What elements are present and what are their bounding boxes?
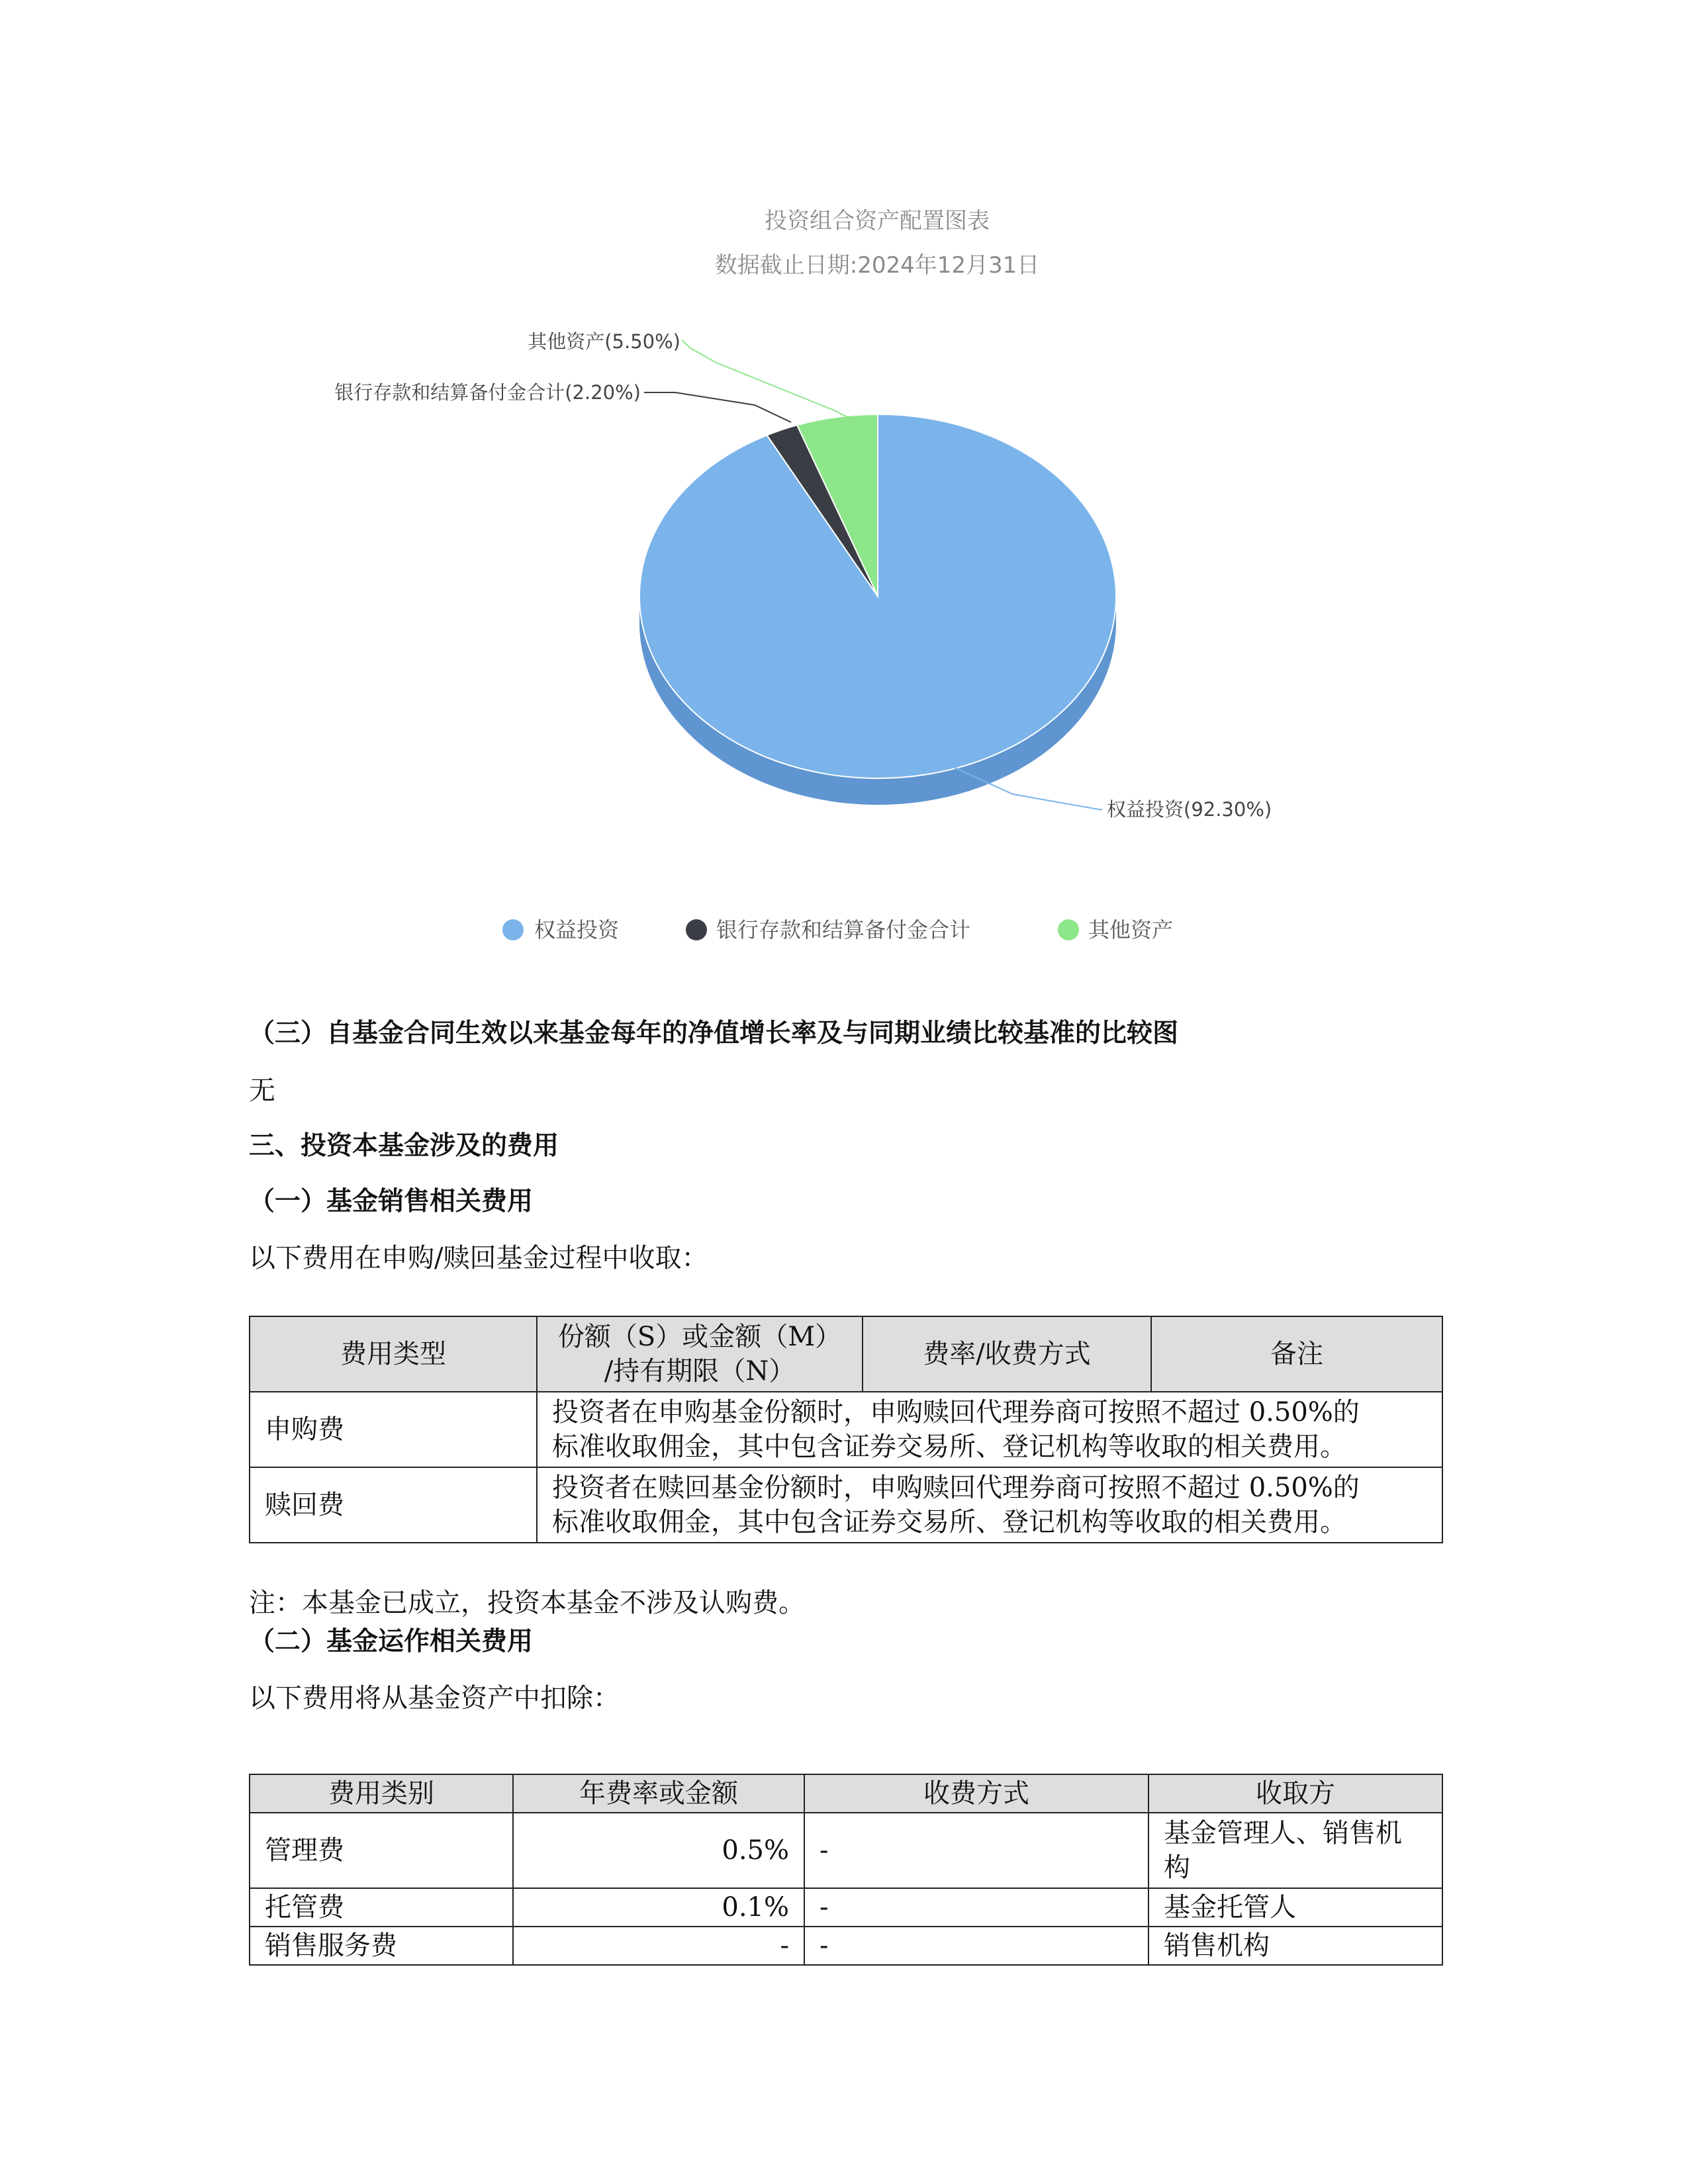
table-row — [250, 1927, 1442, 1965]
legend-label-bank: 银行存款和结算备付金合计 — [716, 917, 971, 942]
table-header-cell: 备注 — [1151, 1316, 1442, 1392]
table-row — [250, 1467, 1442, 1543]
fee-method-cell: - — [804, 1888, 1149, 1927]
asset-allocation-chart — [238, 192, 1430, 973]
table-header-cell: 费用类别 — [250, 1774, 513, 1813]
fee-description-cell — [537, 1467, 1442, 1543]
fee-method-cell: - — [804, 1927, 1149, 1965]
legend-label-other: 其他资产 — [1088, 917, 1174, 942]
table-header-row — [250, 1774, 1442, 1813]
header-line: /持有期限（N） — [604, 1356, 796, 1387]
table-row — [250, 1813, 1442, 1888]
fee-category-cell: 销售服务费 — [250, 1927, 513, 1965]
operation-fees-heading: （二）基金运作相关费用 — [249, 1627, 534, 1657]
fee-category-cell: 托管费 — [250, 1888, 513, 1927]
legend-marker-other — [1058, 919, 1079, 940]
chart-title: 投资组合资产配置图表 — [765, 208, 990, 234]
legend-marker-equity — [502, 919, 524, 940]
operation-fee-table — [249, 1774, 1443, 1966]
legend-marker-bank — [686, 919, 707, 940]
fee-payee-cell: 基金托管人 — [1149, 1888, 1442, 1927]
section-3-comparison-heading: （三）自基金合同生效以来基金每年的净值增长率及与同期业绩比较基准的比较图 — [249, 1019, 1179, 1048]
description-line: 投资者在赎回基金份额时，申购赎回代理券商可按照不超过 0.50%的 — [552, 1473, 1360, 1503]
fee-description-cell — [537, 1392, 1442, 1467]
section-3-comparison-body: 无 — [249, 1075, 275, 1106]
header-line: 份额（S）或金额（M） — [557, 1322, 842, 1352]
table-row — [250, 1888, 1442, 1927]
chart-subtitle: 数据截止日期:2024年12月31日 — [714, 252, 1040, 279]
table-header-cell: 费用类型 — [250, 1316, 537, 1392]
sales-fees-heading: （一）基金销售相关费用 — [249, 1187, 534, 1216]
pie-chart-svg — [238, 192, 1430, 973]
fee-payee-cell: 销售机构 — [1149, 1927, 1442, 1965]
sales-fees-note: 注：本基金已成立，投资本基金不涉及认购费。 — [249, 1588, 805, 1618]
sales-fees-intro: 以下费用在申购/赎回基金过程中收取： — [249, 1243, 708, 1273]
table-header-cell: 收费方式 — [804, 1774, 1149, 1813]
table-header-cell — [537, 1316, 863, 1392]
table-header-cell: 费率/收费方式 — [863, 1316, 1151, 1392]
fee-type-cell: 赎回费 — [250, 1467, 537, 1543]
description-line: 投资者在申购基金份额时，申购赎回代理券商可按照不超过 0.50%的 — [552, 1397, 1360, 1428]
sales-fee-table — [249, 1316, 1443, 1543]
table-header-row — [250, 1316, 1442, 1392]
fee-rate-cell: 0.1% — [513, 1888, 804, 1927]
description-line: 标准收取佣金，其中包含证券交易所、登记机构等收取的相关费用。 — [552, 1507, 1346, 1537]
table-row — [250, 1392, 1442, 1467]
fee-rate-cell: 0.5% — [513, 1813, 804, 1888]
description-line: 标准收取佣金，其中包含证券交易所、登记机构等收取的相关费用。 — [552, 1432, 1346, 1462]
part-3-fees-heading: 三、投资本基金涉及的费用 — [249, 1131, 559, 1161]
payee-line: 基金管理人、销售机 — [1164, 1818, 1402, 1848]
label-bank: 银行存款和结算备付金合计(2.20%) — [334, 381, 641, 404]
fee-type-cell: 申购费 — [250, 1392, 537, 1467]
fee-rate-cell: - — [513, 1927, 804, 1965]
leader-line-bank — [644, 392, 791, 422]
fee-method-cell: - — [804, 1813, 1149, 1888]
operation-fees-intro: 以下费用将从基金资产中扣除： — [249, 1683, 620, 1713]
label-other: 其他资产(5.50%) — [528, 330, 680, 353]
leader-line-other — [682, 340, 847, 417]
payee-line: 构 — [1164, 1852, 1190, 1883]
legend-label-equity: 权益投资 — [534, 917, 620, 942]
fee-category-cell: 管理费 — [250, 1813, 513, 1888]
fee-payee-cell — [1149, 1813, 1442, 1888]
table-header-cell: 年费率或金额 — [513, 1774, 804, 1813]
table-header-cell: 收取方 — [1149, 1774, 1442, 1813]
label-equity: 权益投资(92.30%) — [1107, 798, 1272, 821]
